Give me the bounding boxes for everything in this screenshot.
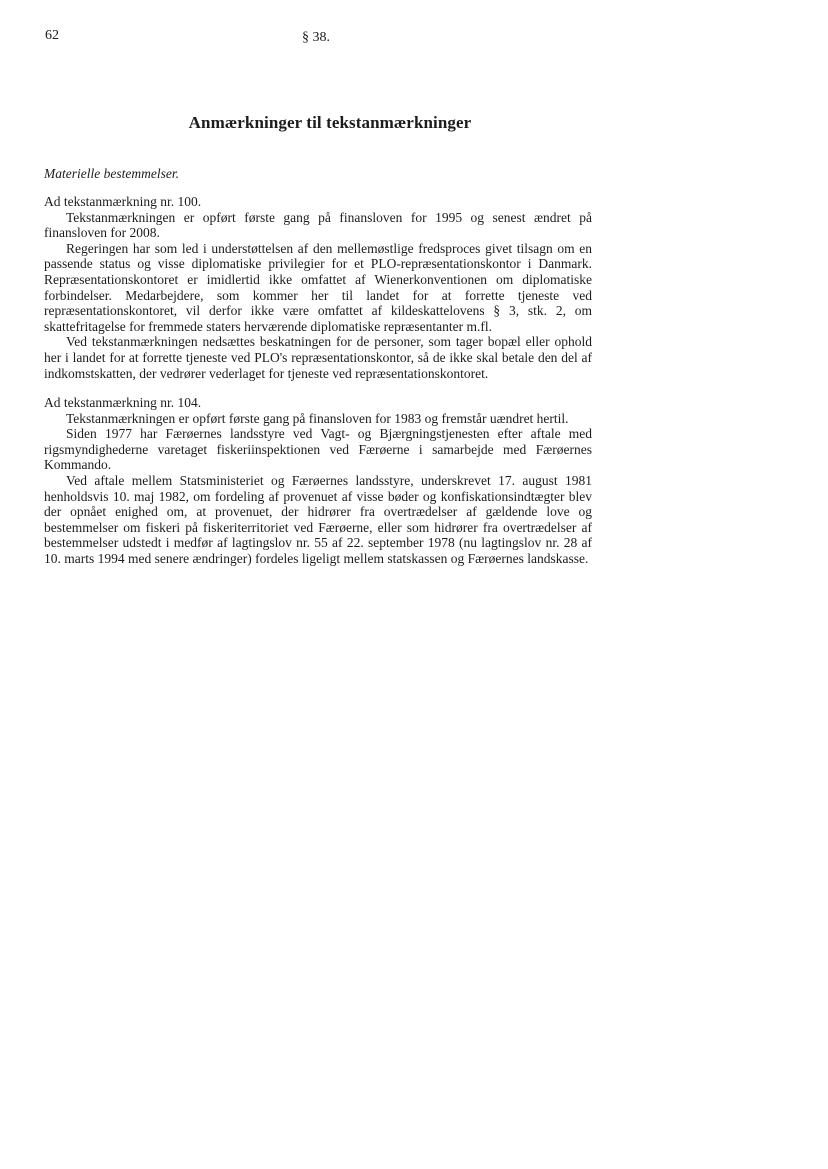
paragraph: Siden 1977 har Færøernes landsstyre ved Vagt- og Bjærgningstjenesten efter aftale med rigsmyndighederne varetaget fiskeriinspektionen ved Færøerne i samarbejde med Færøernes Kommando. bbox=[44, 426, 592, 473]
remark-100 bbox=[44, 194, 592, 381]
paragraph: Ved aftale mellem Statsministeriet og Færøernes landsstyre, underskrevet 17. august 1981 henholdsvis 10. maj 1982, om fordeling af provenuet af visse bøder og konfiskationsindtægter blev der opnået enighed om, at provenuet, der hidrører fra overtrædelser af gældende love og bestemmelser om fiskeri på fiskeriterritoriet ved Færøerne, eller som hidrører fra overtrædelser af bestemmelser udstedt i medfør af lagtingslov nr. 55 af 22. september 1978 (nu lagtingslov nr. 28 af 10. marts 1994 med senere ændringer) fordeles ligeligt mellem statskassen og Færøernes landskasse. bbox=[44, 472, 592, 566]
page-title: Anmærkninger til tekstanmærkninger bbox=[188, 113, 472, 132]
remark-104 bbox=[44, 395, 592, 567]
remark-heading: Ad tekstanmærkning nr. 104. bbox=[44, 395, 202, 410]
paragraph: Tekstanmærkningen er opført første gang på finansloven for 1983 og fremstår uændret hertil. bbox=[66, 410, 569, 426]
section-reference: § 38. bbox=[302, 30, 330, 45]
subheading: Materielle bestemmelser. bbox=[44, 166, 179, 181]
remark-heading: Ad tekstanmærkning nr. 100. bbox=[44, 194, 202, 209]
paragraph: Tekstanmærkningen er opført første gang på finansloven for 1995 og senest ændret på finansloven for 2008. bbox=[44, 209, 592, 241]
paragraph: Regeringen har som led i understøttelsen af den mellemøstlige fredsproces givet tilsagn om en passende status og visse diplomatiske privilegier for et PLO-repræsentationskontor i Danmark. Repræsentationskontoret er imidlertid ikke omfattet af Wienerkonventionen om diplomatiske forbindelser. Medarbejdere, som kommer her til landet for at forrette tjeneste ved repræsentationskontoret, vil derfor ikke være omfattet af kildeskattelovens § 3, stk. 2, om skattefritagelse for fremmede staters herværende diplomatiske repræsentanter m.fl. bbox=[44, 240, 592, 334]
page-number: 62 bbox=[45, 28, 59, 43]
paragraph: Ved tekstanmærkningen nedsættes beskatningen for de personer, som tager bopæl eller ophold her i landet for at forrette tjeneste ved PLO's repræsentationskontor, så de ikke skal betale den del af indkomstskatten, der vedrører vederlaget for tjeneste ved repræsentationskontoret. bbox=[44, 334, 592, 381]
